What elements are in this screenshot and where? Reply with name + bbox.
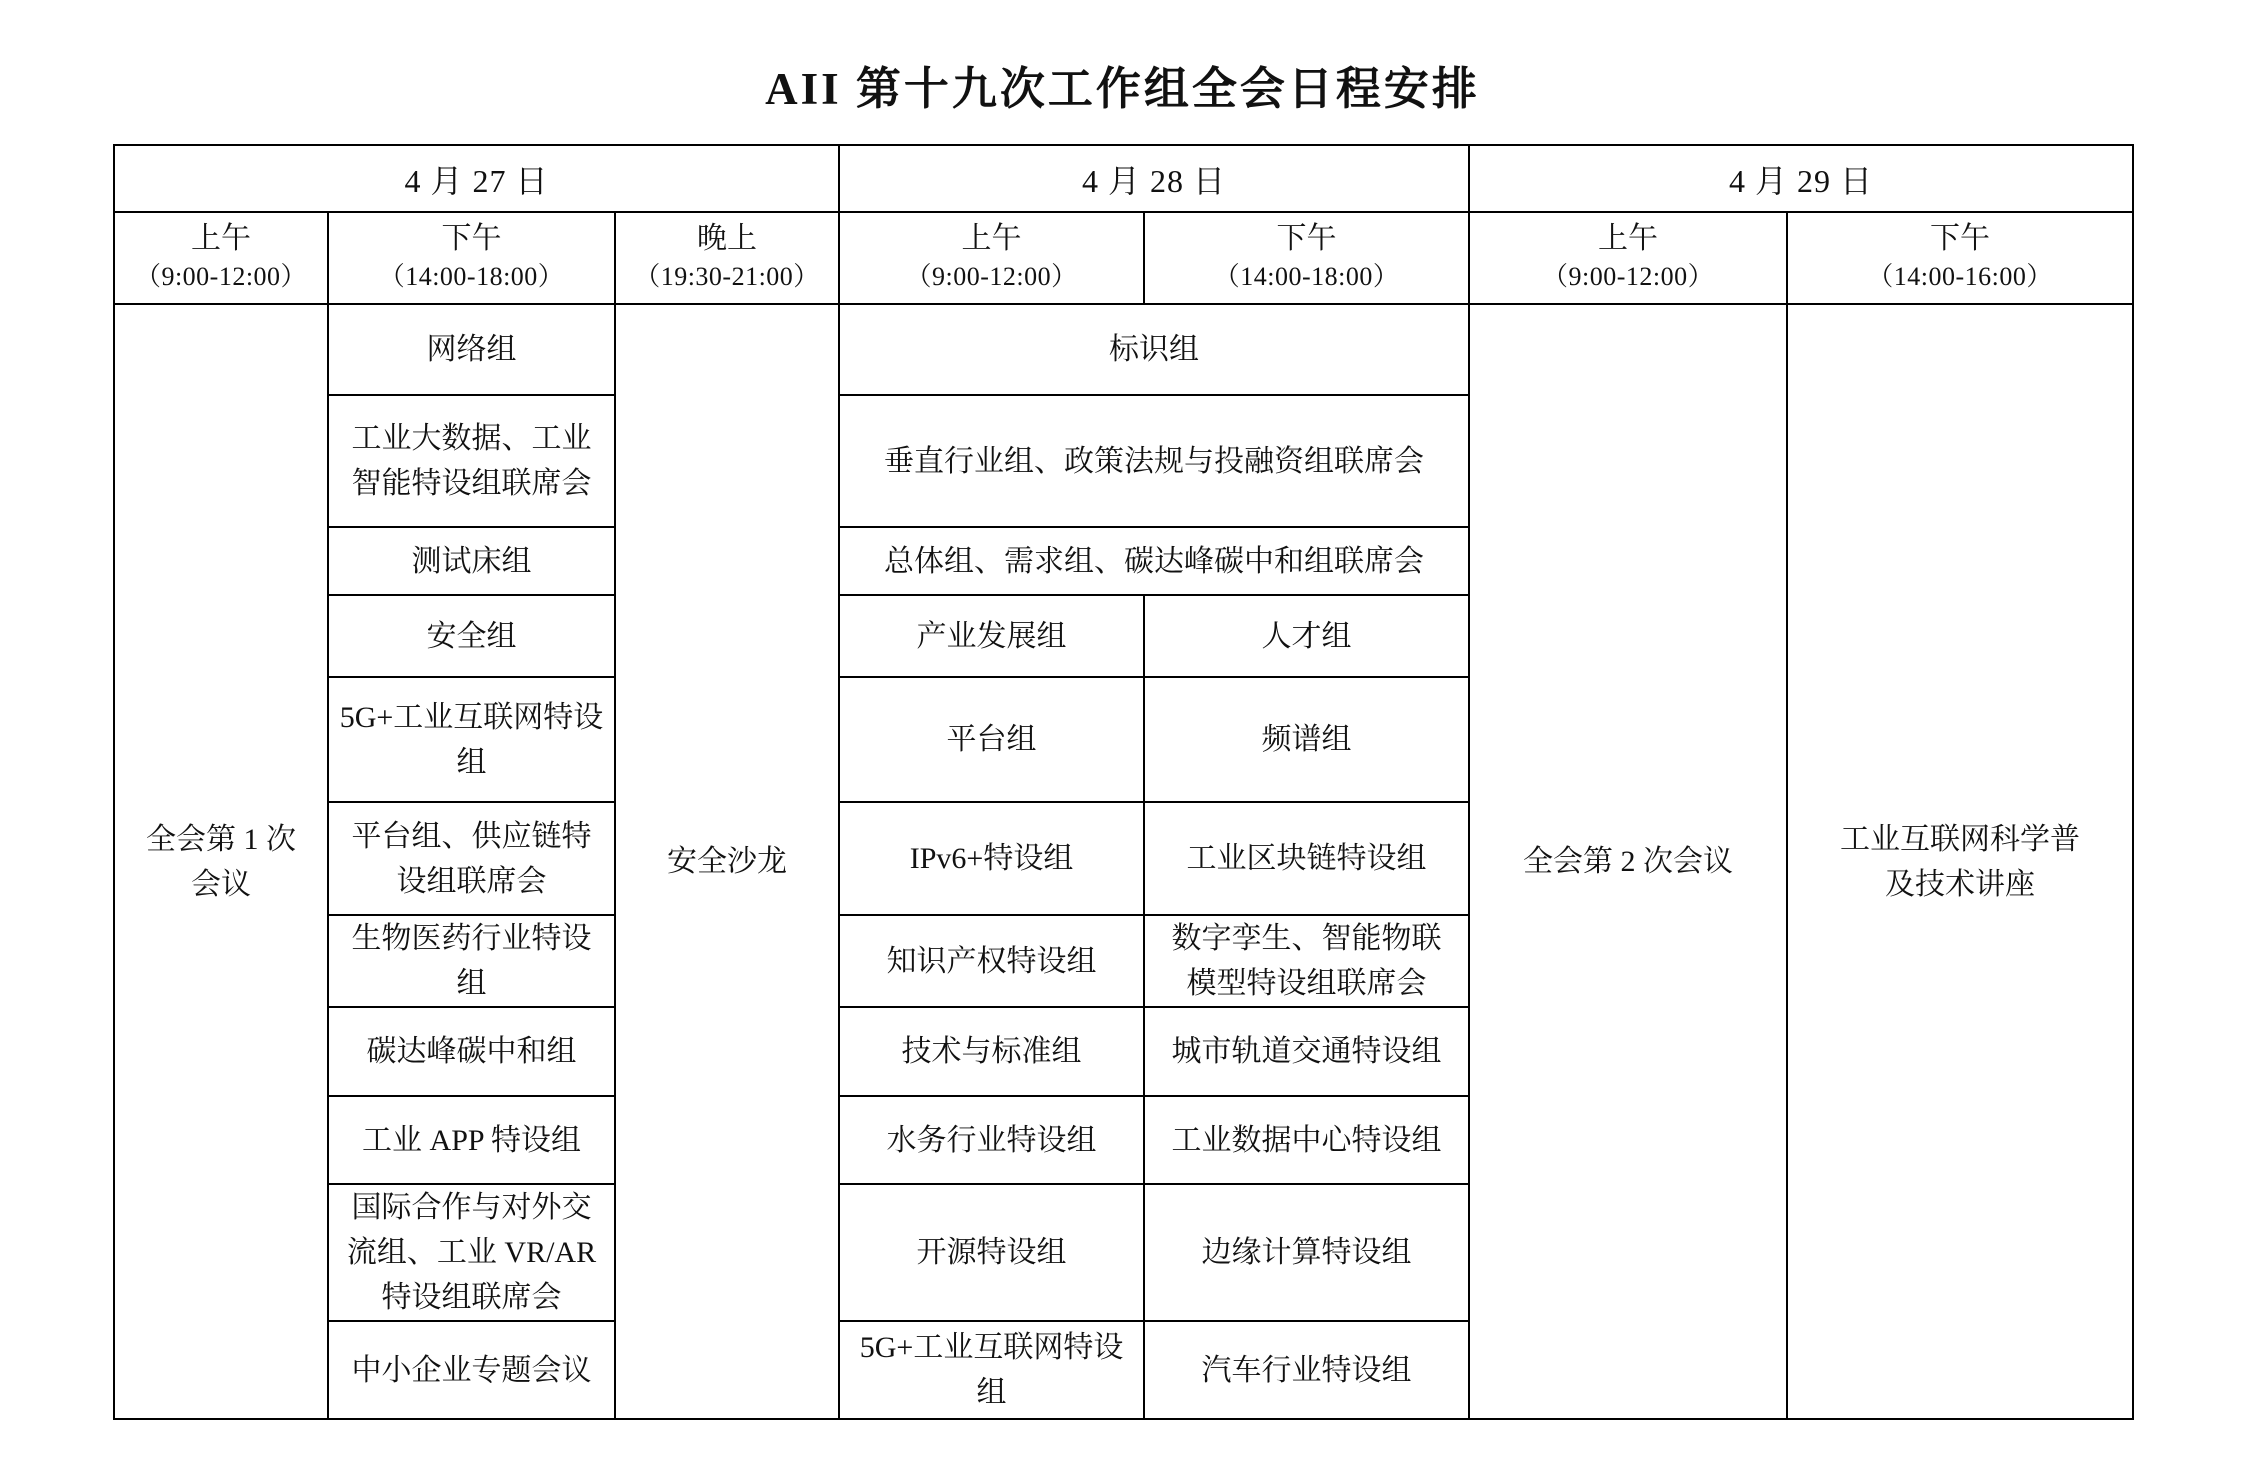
period-name: 上午 [961, 222, 1022, 255]
cell-day28-afternoon-row11: 汽车行业特设组 [1144, 1321, 1469, 1419]
period-name: 晚上 [697, 222, 758, 255]
cell-day27-evening-salon: 安全沙龙 [615, 304, 839, 1419]
cell-day28-afternoon-row5: 频谱组 [1144, 677, 1469, 802]
period-header-27-evening [615, 212, 839, 304]
period-name: 下午 [1276, 222, 1337, 255]
period-time: （9:00-12:00） [1541, 262, 1715, 291]
date-header-april-29: 4 月 29 日 [1469, 145, 2133, 212]
table-body [114, 304, 2133, 1419]
cell-day28-afternoon-row9: 工业数据中心特设组 [1144, 1096, 1469, 1184]
cell-day27-afternoon-row3: 测试床组 [328, 527, 615, 595]
period-header-28-morning [839, 212, 1144, 304]
cell-day28-morning-row9: 水务行业特设组 [839, 1096, 1144, 1184]
date-header-row [114, 145, 2133, 212]
period-time: （14:00-16:00） [1867, 262, 2053, 291]
period-name: 上午 [191, 222, 251, 255]
cell-day28-morning-row6: IPv6+特设组 [839, 802, 1144, 915]
date-header-april-27: 4 月 27 日 [114, 145, 839, 212]
cell-day27-afternoon-row7: 生物医药行业特设组 [328, 915, 615, 1007]
cell-day28-joint-row3: 总体组、需求组、碳达峰碳中和组联席会 [839, 527, 1469, 595]
table-row [114, 304, 2133, 395]
period-header-29-morning [1469, 212, 1787, 304]
period-header-27-morning [114, 212, 328, 304]
page-title: AII 第十九次工作组全会日程安排 [765, 64, 1480, 114]
cell-day27-afternoon-row4: 安全组 [328, 595, 615, 677]
table-header [114, 145, 2133, 304]
cell-day28-morning-row10: 开源特设组 [839, 1184, 1144, 1321]
cell-day29-morning-plenary: 全会第 2 次会议 [1469, 304, 1787, 1419]
cell-day27-afternoon-row5: 5G+工业互联网特设组 [328, 677, 615, 802]
cell-day28-afternoon-row10: 边缘计算特设组 [1144, 1184, 1469, 1321]
period-time: （9:00-12:00） [134, 262, 308, 291]
cell-day28-morning-row11: 5G+工业互联网特设组 [839, 1321, 1144, 1419]
period-time: （19:30-21:00） [634, 262, 820, 291]
cell-day28-joint-row2: 垂直行业组、政策法规与投融资组联席会 [839, 395, 1469, 527]
period-name: 下午 [1930, 222, 1991, 255]
cell-day27-afternoon-row2: 工业大数据、工业智能特设组联席会 [328, 395, 615, 527]
period-time: （14:00-18:00） [1213, 262, 1400, 291]
cell-day29-afternoon-lecture: 工业互联网科学普及技术讲座 [1787, 304, 2133, 1419]
period-header-27-afternoon [328, 212, 615, 304]
period-time: （14:00-18:00） [378, 262, 565, 291]
date-header-april-28: 4 月 28 日 [839, 145, 1469, 212]
period-header-28-afternoon [1144, 212, 1469, 304]
cell-day27-morning-plenary: 全会第 1 次会议 [114, 304, 328, 1419]
period-header-row [114, 212, 2133, 304]
cell-day27-afternoon-row11: 中小企业专题会议 [328, 1321, 615, 1419]
period-header-29-afternoon [1787, 212, 2133, 304]
cell-day28-afternoon-row7: 数字孪生、智能物联模型特设组联席会 [1144, 915, 1469, 1007]
cell-day28-afternoon-row4: 人才组 [1144, 595, 1469, 677]
cell-day28-afternoon-row8: 城市轨道交通特设组 [1144, 1007, 1469, 1096]
cell-day27-afternoon-row1: 网络组 [328, 304, 615, 395]
cell-day27-afternoon-row9: 工业 APP 特设组 [328, 1096, 615, 1184]
cell-day28-morning-row5: 平台组 [839, 677, 1144, 802]
cell-day27-afternoon-row10: 国际合作与对外交流组、工业 VR/AR 特设组联席会 [328, 1184, 615, 1321]
period-name: 上午 [1598, 222, 1659, 255]
cell-day28-afternoon-row6: 工业区块链特设组 [1144, 802, 1469, 915]
period-name: 下午 [441, 222, 502, 255]
schedule-table [113, 144, 2134, 1420]
period-time: （9:00-12:00） [905, 262, 1078, 291]
cell-day28-joint-row1: 标识组 [839, 304, 1469, 395]
cell-day28-morning-row4: 产业发展组 [839, 595, 1144, 677]
cell-day28-morning-row7: 知识产权特设组 [839, 915, 1144, 1007]
cell-day27-afternoon-row8: 碳达峰碳中和组 [328, 1007, 615, 1096]
cell-day28-morning-row8: 技术与标准组 [839, 1007, 1144, 1096]
cell-day27-afternoon-row6: 平台组、供应链特设组联席会 [328, 802, 615, 915]
